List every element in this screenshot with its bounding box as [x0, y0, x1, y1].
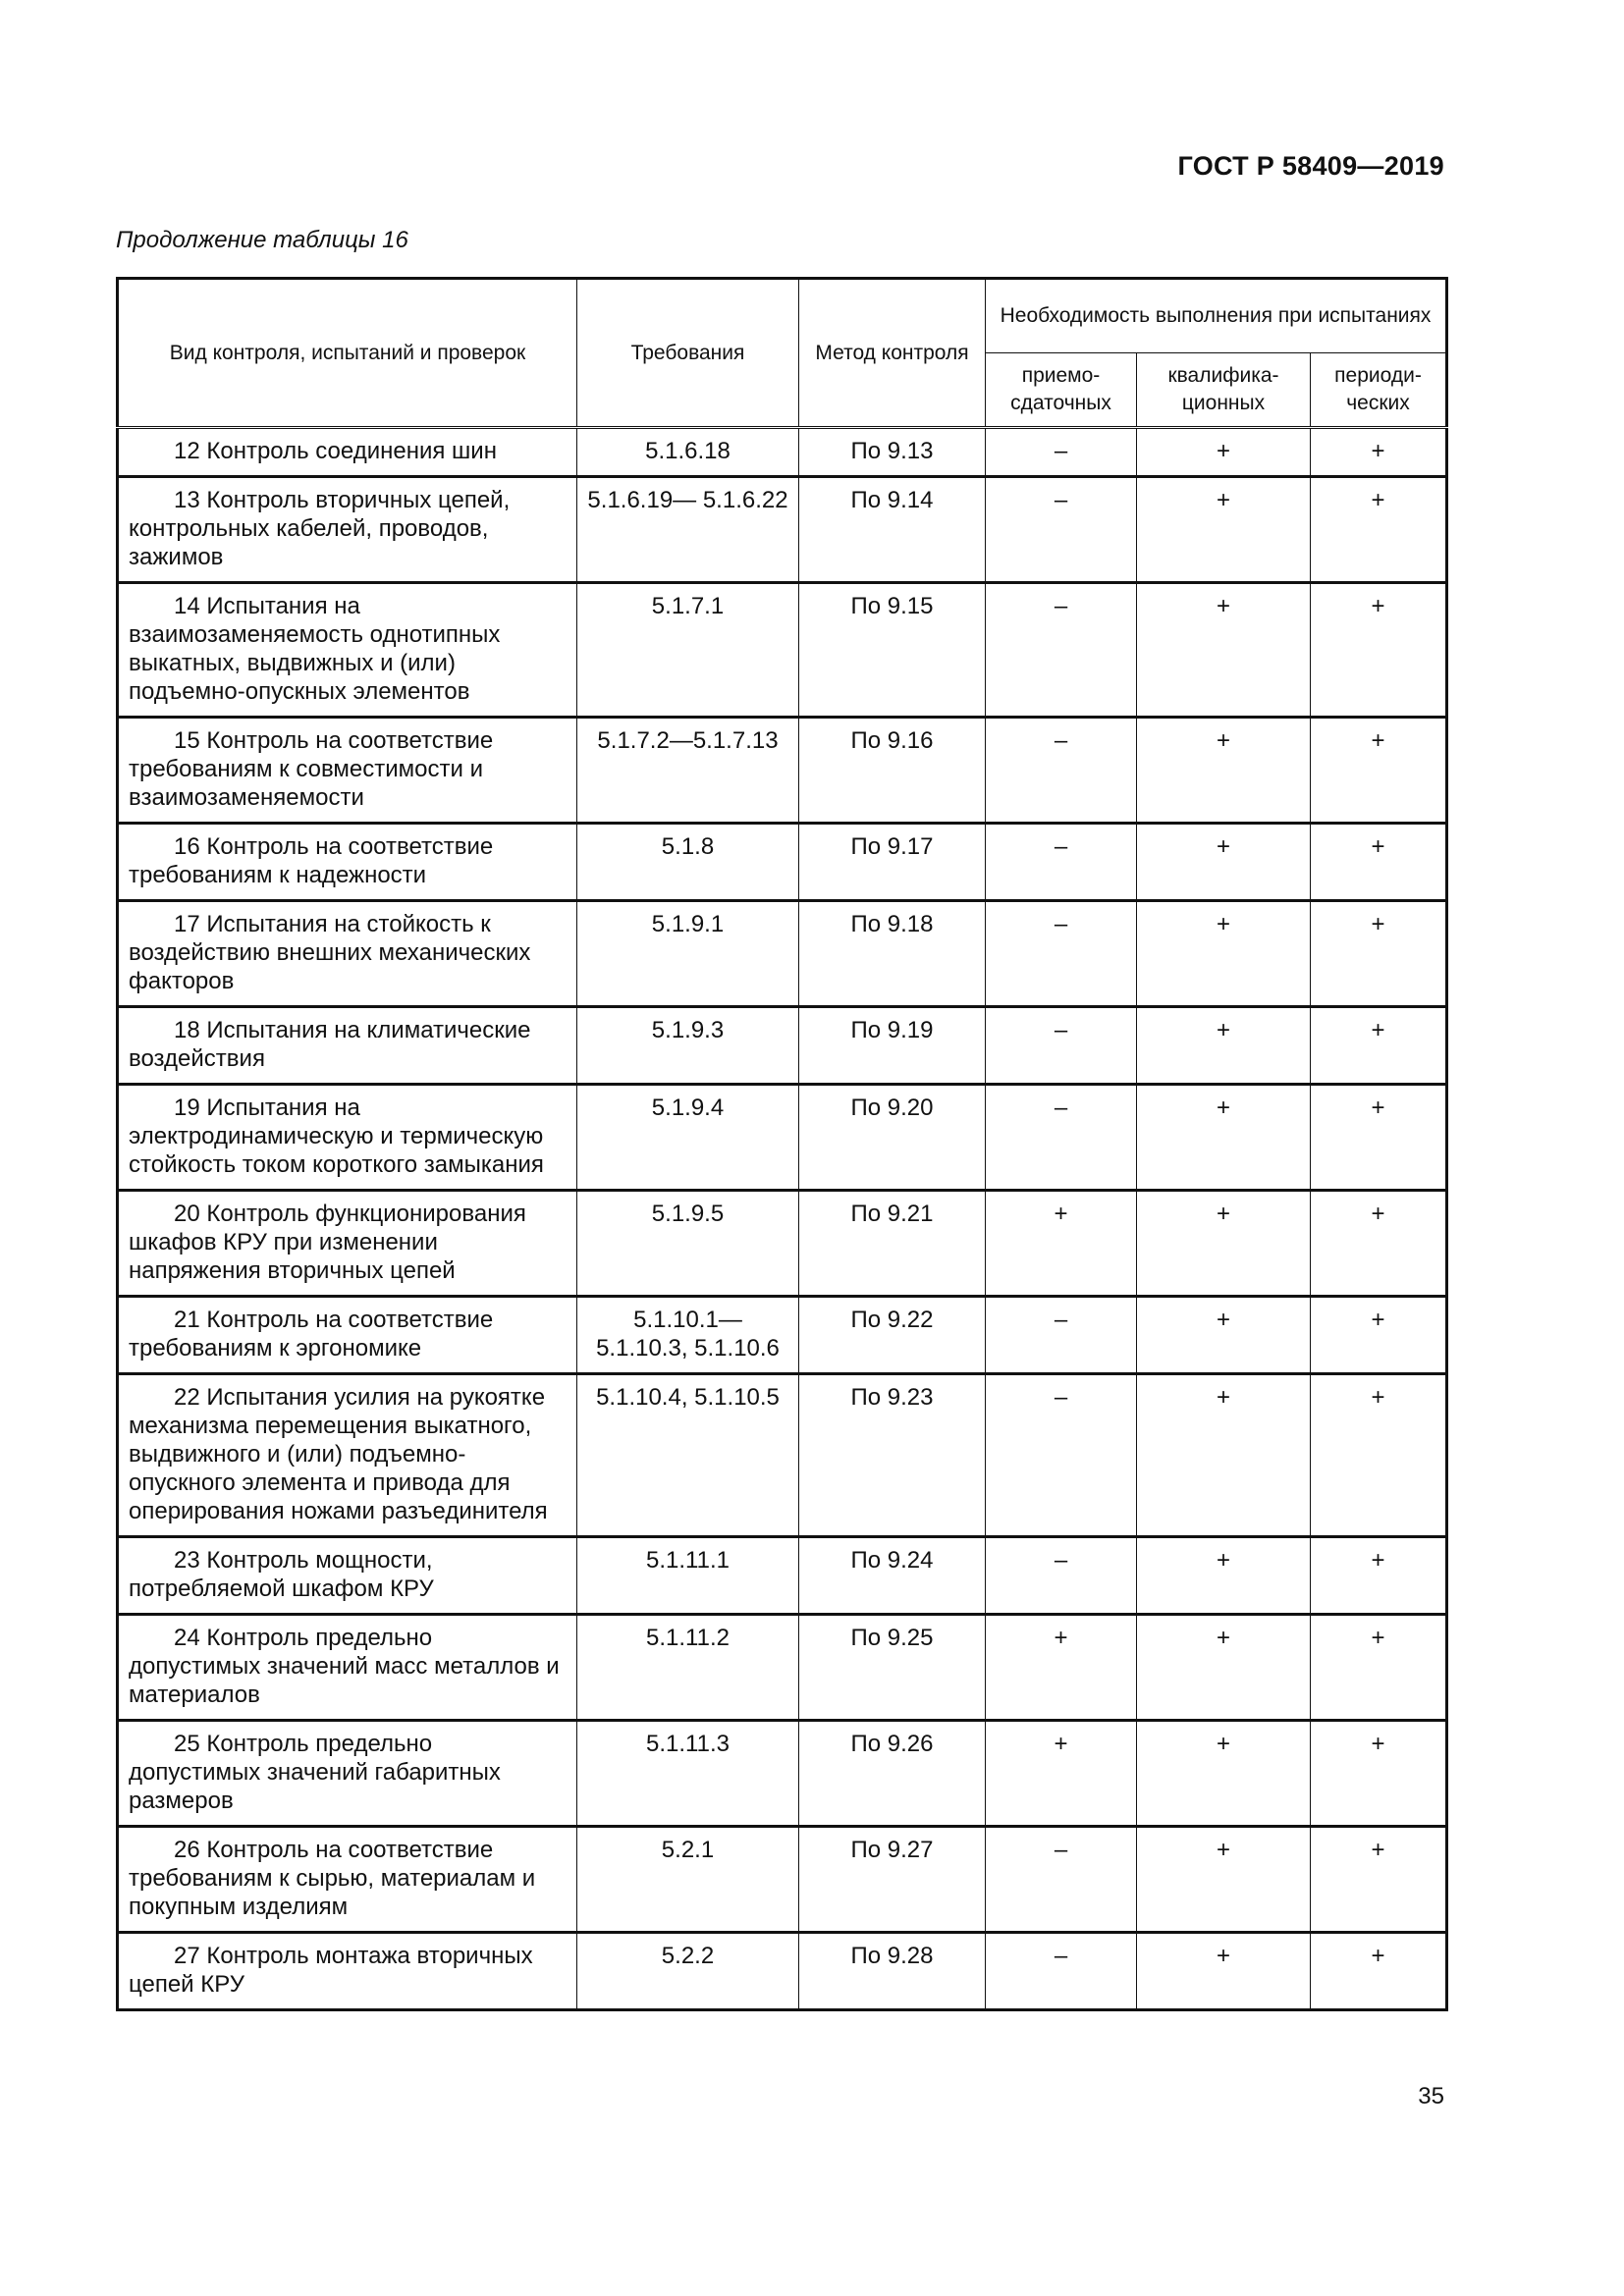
inspection-table	[116, 277, 1448, 2011]
table-row	[118, 1827, 1447, 1933]
cell-kind: 25 Контроль предельно допустимых значений габаритных размеров	[118, 1721, 577, 1827]
cell-acceptance: –	[986, 718, 1137, 824]
cell-periodic: +	[1311, 1297, 1447, 1374]
cell-qualification: +	[1137, 1615, 1311, 1721]
cell-requirements: 5.1.6.18	[577, 428, 799, 477]
cell-qualification: +	[1137, 901, 1311, 1007]
cell-kind: 23 Контроль мощности, потребляемой шкафом КРУ	[118, 1537, 577, 1615]
cell-method: По 9.20	[799, 1085, 986, 1191]
cell-method: По 9.15	[799, 583, 986, 718]
cell-qualification: +	[1137, 1085, 1311, 1191]
cell-kind: 17 Испытания на стойкость к воздействию внешних механических факторов	[118, 901, 577, 1007]
cell-acceptance: +	[986, 1615, 1137, 1721]
cell-requirements: 5.1.10.4, 5.1.10.5	[577, 1374, 799, 1537]
cell-periodic: +	[1311, 477, 1447, 583]
cell-acceptance: +	[986, 1191, 1137, 1297]
cell-qualification: +	[1137, 1827, 1311, 1933]
table-caption: Продолжение таблицы 16	[116, 227, 408, 253]
cell-requirements: 5.1.9.5	[577, 1191, 799, 1297]
header-requirements: Требования	[577, 279, 799, 428]
cell-requirements: 5.1.7.2—5.1.7.13	[577, 718, 799, 824]
cell-requirements: 5.1.10.1— 5.1.10.3, 5.1.10.6	[577, 1297, 799, 1374]
cell-acceptance: –	[986, 583, 1137, 718]
cell-kind: 21 Контроль на соответствие требованиям к эргономике	[118, 1297, 577, 1374]
cell-acceptance: –	[986, 901, 1137, 1007]
cell-kind: 18 Испытания на климатические воздействия	[118, 1007, 577, 1085]
cell-method: По 9.27	[799, 1827, 986, 1933]
cell-acceptance: –	[986, 1374, 1137, 1537]
cell-requirements: 5.1.9.3	[577, 1007, 799, 1085]
table-row	[118, 1537, 1447, 1615]
cell-qualification: +	[1137, 1297, 1311, 1374]
cell-method: По 9.16	[799, 718, 986, 824]
cell-acceptance: –	[986, 428, 1137, 477]
cell-periodic: +	[1311, 583, 1447, 718]
cell-acceptance: –	[986, 824, 1137, 901]
cell-periodic: +	[1311, 1537, 1447, 1615]
page-number: 35	[1418, 2083, 1444, 2109]
cell-qualification: +	[1137, 718, 1311, 824]
cell-acceptance: +	[986, 1721, 1137, 1827]
cell-periodic: +	[1311, 824, 1447, 901]
cell-kind: 14 Испытания на взаимозаменяемость однотипных выкатных, выдвижных и (или) подъемно-опускных элементов	[118, 583, 577, 718]
table-row	[118, 824, 1447, 901]
cell-kind: 19 Испытания на электродинамическую и термическую стойкость током короткого замыкания	[118, 1085, 577, 1191]
header-acceptance: приемо-сдаточных	[986, 353, 1137, 428]
cell-method: По 9.28	[799, 1933, 986, 2010]
cell-kind: 22 Испытания усилия на рукоятке механизма перемещения выкатного, выдвижного и (или) подъемно-опускного элемента и привода для оперирования ножами разъединителя	[118, 1374, 577, 1537]
cell-method: По 9.17	[799, 824, 986, 901]
cell-qualification: +	[1137, 428, 1311, 477]
cell-requirements: 5.1.6.19— 5.1.6.22	[577, 477, 799, 583]
cell-acceptance: –	[986, 1007, 1137, 1085]
table-row	[118, 477, 1447, 583]
cell-qualification: +	[1137, 1007, 1311, 1085]
cell-acceptance: –	[986, 1537, 1137, 1615]
cell-acceptance: –	[986, 477, 1137, 583]
table-row	[118, 1191, 1447, 1297]
header-method: Метод контроля	[799, 279, 986, 428]
document-code: ГОСТ Р 58409—2019	[1177, 151, 1444, 181]
cell-periodic: +	[1311, 718, 1447, 824]
header-kind: Вид контроля, испытаний и проверок	[118, 279, 577, 428]
table-row	[118, 428, 1447, 477]
cell-periodic: +	[1311, 1374, 1447, 1537]
cell-qualification: +	[1137, 583, 1311, 718]
cell-method: По 9.24	[799, 1537, 986, 1615]
cell-periodic: +	[1311, 1933, 1447, 2010]
cell-kind: 16 Контроль на соответствие требованиям к надежности	[118, 824, 577, 901]
cell-qualification: +	[1137, 1191, 1311, 1297]
table-body	[118, 428, 1447, 2010]
header-necessity: Необходимость выполнения при испытаниях	[986, 279, 1447, 353]
cell-periodic: +	[1311, 1827, 1447, 1933]
cell-periodic: +	[1311, 1007, 1447, 1085]
cell-qualification: +	[1137, 824, 1311, 901]
cell-periodic: +	[1311, 1191, 1447, 1297]
cell-method: По 9.13	[799, 428, 986, 477]
cell-qualification: +	[1137, 1721, 1311, 1827]
cell-method: По 9.25	[799, 1615, 986, 1721]
table-row	[118, 583, 1447, 718]
cell-requirements: 5.2.1	[577, 1827, 799, 1933]
table-row	[118, 1374, 1447, 1537]
cell-qualification: +	[1137, 477, 1311, 583]
cell-qualification: +	[1137, 1374, 1311, 1537]
cell-qualification: +	[1137, 1933, 1311, 2010]
table-row	[118, 1933, 1447, 2010]
cell-acceptance: –	[986, 1827, 1137, 1933]
cell-periodic: +	[1311, 901, 1447, 1007]
cell-requirements: 5.1.11.3	[577, 1721, 799, 1827]
cell-requirements: 5.1.9.1	[577, 901, 799, 1007]
table-row	[118, 1007, 1447, 1085]
cell-method: По 9.26	[799, 1721, 986, 1827]
cell-kind: 27 Контроль монтажа вторичных цепей КРУ	[118, 1933, 577, 2010]
cell-acceptance: –	[986, 1297, 1137, 1374]
cell-periodic: +	[1311, 1615, 1447, 1721]
table-row	[118, 1297, 1447, 1374]
table-row	[118, 1721, 1447, 1827]
table-header	[118, 279, 1447, 428]
cell-kind: 12 Контроль соединения шин	[118, 428, 577, 477]
cell-method: По 9.19	[799, 1007, 986, 1085]
cell-kind: 26 Контроль на соответствие требованиям к сырью, материалам и покупным изделиям	[118, 1827, 577, 1933]
table-row	[118, 718, 1447, 824]
cell-kind: 13 Контроль вторичных цепей, контрольных кабелей, проводов, зажимов	[118, 477, 577, 583]
cell-periodic: +	[1311, 1085, 1447, 1191]
cell-kind: 24 Контроль предельно допустимых значений масс металлов и материалов	[118, 1615, 577, 1721]
header-periodic: периоди-ческих	[1311, 353, 1447, 428]
cell-requirements: 5.2.2	[577, 1933, 799, 2010]
cell-acceptance: –	[986, 1085, 1137, 1191]
table-row	[118, 901, 1447, 1007]
table-row	[118, 1615, 1447, 1721]
cell-requirements: 5.1.11.2	[577, 1615, 799, 1721]
cell-requirements: 5.1.7.1	[577, 583, 799, 718]
cell-method: По 9.18	[799, 901, 986, 1007]
table-row	[118, 1085, 1447, 1191]
cell-method: По 9.21	[799, 1191, 986, 1297]
cell-requirements: 5.1.11.1	[577, 1537, 799, 1615]
cell-qualification: +	[1137, 1537, 1311, 1615]
cell-requirements: 5.1.9.4	[577, 1085, 799, 1191]
cell-method: По 9.14	[799, 477, 986, 583]
cell-requirements: 5.1.8	[577, 824, 799, 901]
cell-kind: 15 Контроль на соответствие требованиям к совместимости и взаимозаменяемости	[118, 718, 577, 824]
cell-kind: 20 Контроль функционирования шкафов КРУ при изменении напряжения вторичных цепей	[118, 1191, 577, 1297]
header-qualification: квалифика-ционных	[1137, 353, 1311, 428]
cell-periodic: +	[1311, 1721, 1447, 1827]
cell-method: По 9.23	[799, 1374, 986, 1537]
cell-periodic: +	[1311, 428, 1447, 477]
cell-method: По 9.22	[799, 1297, 986, 1374]
cell-acceptance: –	[986, 1933, 1137, 2010]
